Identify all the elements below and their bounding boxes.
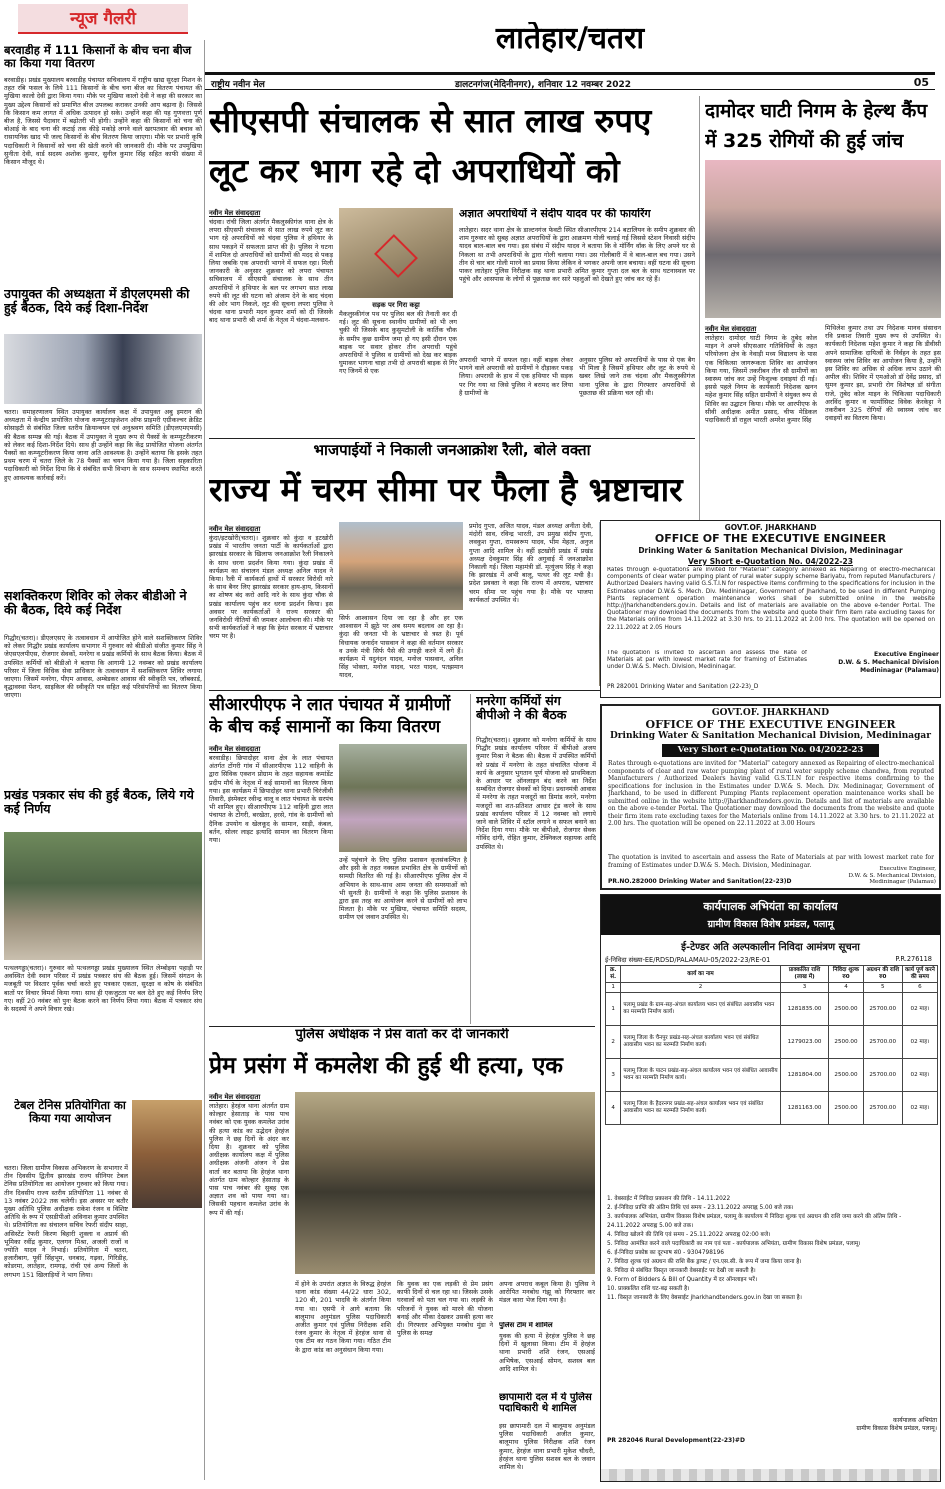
sp-raid-head: छापामारी दल में ये पुलिस पदाधिकारी थे शामिल	[499, 1392, 592, 1415]
column-divider	[699, 96, 700, 521]
ad-ref: ई-निविदा संख्या-EE/RDSD/PALAMAU-05/2022-23/RE-01	[605, 956, 771, 964]
sp-raid-body: इस छापामारी दल में बालूमाथ अनुमंडल पुलिस पदाधिकारी अजीत कुमार, बालूमाथ पुलिस निरीक्षक शशि रंजन कुमार, हेरहंज थाना प्रभारी मुकेश चौधरी, हेरहंज थाना पुलिस सशस्त्र बल के जवान शामिल थे।	[499, 1422, 595, 1472]
crpf-headline: सीआरपीएफ ने लात पंचायत में ग्रामीणों के बीच कई सामानों का किया वितरण	[209, 695, 451, 737]
table-cell-sn: 4	[606, 1092, 621, 1125]
column-divider	[470, 694, 471, 1024]
ad-note-item: 6. ई-निविदा प्रकोष्ठ का दूरभाष सं0 - 9304798196	[607, 1250, 724, 1256]
table-cell-emd: 25700.00	[863, 1059, 902, 1092]
crpf-story	[209, 694, 467, 1024]
photo-caption: सड़क पर गिरा कट्टा	[372, 301, 420, 309]
union-meeting-photo	[4, 832, 202, 960]
table-header-cell: क्र. सं.	[606, 966, 621, 983]
table-cell-time: 02 माह।	[902, 1026, 937, 1059]
column-divider	[204, 40, 205, 1480]
ad-sig-line: D.W. & S. Mechanical Division	[838, 659, 939, 666]
city-title: लातेहार/चतरा	[495, 22, 645, 56]
ad-signature	[801, 1417, 937, 1433]
mgnrega-body: गिद्धौर(चतरा)। शुक्रवार को मनरेगा कर्मियों के साथ गिद्धौर प्रखंड कार्यालय परिसर में बीपीओ अजय कुमार मिश्रा ने बैठक की। बैठक में उपस्थित कर्मियों को प्रखंड में मनरेगा के तहत संचालित योजना में कार्य के अनुसार भुगतान पूर्ण योजना को प्राथमिकता के आधार पर ऑनलाइन बंद करने का निर्देश सम्बंधित रोजगार सेवकों को दिया। प्रधानमंत्री आवास में मनरेगा के तहत मजदूरों का डिमांड करने, मनरेगा मजदूरों का शत-प्रतिशत आधार ट्रंड करने के साथ प्रखंड कार्यालय परिसर में 12 नवम्बर को लगाये जाने वाले शिविर में स्टॉल लगाने व सफल बनाने का निर्देश दिया गया। मौके पर बीपीओ, रोजगार सेवक गोविंद दांगी, रोहित कुमार, टेक्निकल सहायक आदि उपस्थित थे।	[476, 736, 596, 851]
tender-ad-one	[600, 520, 941, 698]
table-row	[606, 1092, 938, 1125]
table-cell-sn: 1	[606, 993, 621, 1026]
ad-sig-line: Executive Engineer	[874, 651, 939, 658]
table-cell-cost: 1281835.00	[780, 993, 829, 1026]
section-rule	[209, 1026, 595, 1027]
table-cell-name: पलामू जिला के चैनपुर प्रखंड-सह-अंचल कार्यालय भवन एवं संबंधित आवासीय भवन का मरम्मति निर्माण कार्य।	[621, 1026, 780, 1059]
ad-sig-line: Executive Engineer,	[879, 866, 936, 872]
table-cell-time: 02 माह।	[902, 1092, 937, 1125]
sub-headline: अज्ञात अपराधियों ने संदीप यादव पर की फायरिंग	[459, 208, 651, 220]
story-headline: बरवाडीह में 111 किसानों के बीच चना बीज का किया गया वितरण	[4, 44, 192, 70]
mgnrega-headline: मनरेगा कर्मियों संग बीपीओ ने की बैठक	[476, 694, 567, 722]
sp-headline: प्रेम प्रसंग में कमलेश की हुई थी हत्या, एक	[209, 1053, 563, 1079]
ad-office: कार्यपालक अभियंता का कार्यालय	[703, 900, 838, 913]
table-cell-sn: 3	[606, 1059, 621, 1092]
sp-byline: नवीन मेल संवाददाता	[209, 1093, 261, 1101]
ad-pr: PR 282046 Rural Development(22-23)#D	[607, 1437, 745, 1444]
table-header-cell: कार्य पूर्ण करने की समय	[902, 966, 937, 983]
crpf-body: उन्हें पहुंचाने के लिए पुलिस प्रशासन कृतसंकल्पित है और इसी के तहत नक्सल प्रभावित क्षेत्र के ग्रामीणों को सामग्री वितरित की गई है। सीआरपीएफ पुलिस क्षेत्र में अभियान के साथ-साथ आम जनता की समस्याओं को भी सुनती है। ग्रामीणों ने कहा कि पुलिस प्रशासन के द्वारा इस तरह का आयोजन करने से ग्रामीणों को लाभ मिलता है। मौके पर मुखिया, पंचायत समिति सदस्य, ग्रामीण एवं जवान उपस्थित थे।	[339, 856, 467, 922]
news-gallery-badge	[18, 4, 188, 34]
ad-note-item: 7. निविदा शुल्क एवं अग्रधन की राशि बैंक ड्राफ्ट / एन.एस.सी. के रूप में जमा किया जाना है।	[607, 1259, 802, 1265]
bjp-body: प्रमोद गुप्ता, अजित यादव, मंडल अध्यक्ष अनीता देवी, मंदोरी साव, रविन्द्र भारती, उप प्रमुख संदीप गुप्ता, लवकुश गुप्ता, रामस्वरूप यादव, भीम मेहता, अनुज गुप्ता आदि शामिल थे। वहीं इटखोरी प्रखंड में प्रखंड अध्यक्ष देवकुमार सिंह की अगुवाई में जनआक्रोश निकाली गई। जिला महामंत्री डॉ. मृत्युंजय सिंह ने कहा कि झारखंड में अभी बालू, पत्थर की लूट मची है। प्रदेश प्रवक्ता ने कहा कि राज्य में अपराध, भ्रष्टाचार चरम सीमा पर पहुंच गया है। मौके पर भाजपा कार्यकर्ता उपस्थित थे।	[469, 522, 593, 604]
ad-quote-no: Very Short e-Quotation No. 04/2022-23	[688, 557, 853, 566]
damodar-body: लातेहार। दामोदर घाटी निगम के तुबेद कोल माइन ने अपने सीएसआर गतिविधियों के तहत परियोजना क्षेत्र के नेवाड़ी मध्य विद्यालय के पास एक चिकित्सा जागरूकता शिविर का आयोजन किया गया, जिसमें तकरीबन तीन सौ ग्रामीणों का स्वास्थ्य जांच कर उन्हें निःशुल्क दवाइयां दी गई। इससे पहले निगम के कार्यकारी निदेशक खनन महेश कुमार सिंह सहित ग्रामीणों ने संयुक्त रूप से शिविर का उद्घाटन किया। मौके पर आरपीएफ के सीवी अधीक्षक अमीत प्रसाद, चीफ मेडिकल पदाधिकारी डॉ राहुल भारती अमरेश कुमार सिंह	[705, 334, 817, 425]
lead-body: चंदवा। रांची जिला अंतर्गत मैकलुस्कीगंज थाना क्षेत्र के लपरा सीएसपी संचालक से सात लाख रुपये लूट कर भाग रहे अपराधियों को चंदवा पुलिस ने हथियार के साथ पकड़ने में सफलता प्राप्त की है। पुलिस ने घटना में शामिल दो अपराधियों को ग्रामीणों की मदद से पकड़ लिया जबकि एक अपराधी भागने में सफल रहा। मिली जानकारी के अनुसार शुक्रवार को लपरा पंचायत सचिवालय में सीएसपी संचालक के साथ तीन अपराधियों ने हथियार के बल पर लगभग सात लाख रुपये की लूट की घटना को अंजाम देने के बाद चंदवा की ओर भाग निकले, लूट की सूचना लपरा पुलिस ने चंदवा थाना प्रभारी मदन कुमार शर्मा को दी जिसके बाद थाना प्रभारी श्री शर्मा के नेतृत्व में चंदवा-मलवान-	[209, 218, 333, 325]
table-cell-fee: 2500.00	[829, 1059, 863, 1092]
tender-ad-two	[600, 704, 941, 890]
health-camp-photo	[705, 160, 941, 318]
sp-team-head: पुलिस टीम में शामिल	[499, 1322, 553, 1329]
contract-table-wrap	[605, 965, 938, 1125]
table-header-num-cell: 5	[863, 983, 902, 993]
table-cell-time: 02 माह।	[902, 993, 937, 1026]
lead-headline: सीएसपी संचालक से सात लाख रुपए लूट कर भाग रहे दो अपराधियों को	[209, 101, 652, 190]
table-header-num-cell: 2	[621, 983, 780, 993]
table-tennis-photo	[132, 1100, 202, 1208]
table-cell-cost: 1281804.00	[780, 1059, 829, 1092]
ad-note-item: 10. प्राक्कलित राशि घट-बढ़ सकती है।	[607, 1286, 690, 1292]
ad-sig-line: ग्रामीण विकास विशेष प्रमंडल, पलामू।	[856, 1425, 937, 1432]
sp-team-body: युवक की हत्या में हेरहंज पुलिस ने छह दिनों में खुलासा किया। टीम में हेरहंज थाना प्रभारी शशि रंजन, एसआई अभिषेक, एसआई सोमन, सशस्त्र बल आदि शामिल थे।	[499, 1332, 595, 1373]
bjp-headline: राज्य में चरम सीमा पर फैला है भ्रष्टाचार	[209, 470, 683, 509]
table-cell-cost: 1281163.00	[780, 1092, 829, 1125]
table-cell-cost: 1279023.00	[780, 1026, 829, 1059]
ad-note-item: 2. ई-निविदा प्राप्ति की अंतिम तिथि एवं समय - 23.11.2022 अपराह्न 5.00 बजे तक।	[607, 1205, 794, 1211]
contract-table	[605, 965, 938, 1125]
ad-note-item: 11. विस्तृत जानकारी के लिए वेबसाईट jharkhandtenders.gov.in देखा जा सकता है।	[607, 1295, 802, 1301]
lead-byline: नवीन मेल संवाददाता	[209, 209, 261, 217]
sp-body: में होने के उपरांत अज्ञात के विरुद्ध हेरहंज थाना कांड संख्या 44/22 धारा 302, 120 बी, 201 भादवि के अंतर्गत किया गया था। एसपी ने आगे बताया कि बालूमाथ अनुमंडल पुलिस पदाधिकारी अजीत कुमार एवं पुलिस निरीक्षक शशि रंजन कुमार के नेतृत्व में हेरहंज थाना से एक टीम का गठन किया गया। गठित टीम के द्वारा कांड का अनुसंधान किया गया।	[295, 1280, 391, 1354]
ad-pr: PR.NO.282000 Drinking Water and Sanitation(22-23)D	[608, 878, 792, 885]
crpf-body: बरवाडीह। छिपादोहर थाना क्षेत्र के लात पंचायत अंतर्गत टोंगरी गांव में सीआरपीएफ 112 वाहिनी के द्वारा सिविक एक्शन प्रोग्राम के तहत सहायक कमांडेंट प्रदीप मौर्य के नेतृत्व में कई सामानों का वितरण किया गया। इस कार्यक्रम में छिपादोहर थाना प्रभारी चिरंजीवी तिवारी, इंस्पेक्टर रवीन्द्र वालू व लात पंचायत के सरपंच भी शामिल हुए। सीआरपीएफ 112 वाहिनी द्वारा लात पंचायत के टोंगरी, बरखेता, हरसे, गांव के ग्रामीणों को दैनिक उपयोग व खेलकूद के सामान, साड़ी, कंबल, बर्तन, सोलर लाइट इत्यादि सामान का वितरण किया गया।	[209, 754, 333, 845]
ad-sig-line: D.W. & S. Mechanical Division,	[848, 872, 936, 879]
story-body: चतरा। समाहरणालय स्थित उपायुक्त कार्यालय कक्ष में उपायुक्त अबु इमरान की अध्यक्षता में केन्द्रीय प्रायोजित योजना कम्प्यूटराइजेशन ऑफ प्राइमरी एग्रीकल्चर क्रेडिट सोसाइटी से संबंधित जिला स्तरीय क्रियान्वयन एवं अनुश्रवण समिति (डीएलएमएमसी) की बैठक सम्पन्न की गई। बैठक में उपायुक्त ने मुख्य रूप से पैक्सों के कम्प्यूटरीकरण को लेकर कई दिशा-निर्देश दिये। साथ ही उन्होंने कहा कि केंद्र प्रायोजित योजना अंतर्गत पैक्सों का कम्प्यूटरीकरण किया जाना अति आवश्यक है। उन्होंने बताया कि इसके तहत प्रथम चरण में चतरा जिले के 78 पैक्सों का चयन किया गया है। जिला सहकारिता पदाधिकारी को निर्देश दिया कि वे संबंधित सभी विभाग के साथ समन्वय स्थापित करते हुए आवश्यक कार्रवाई करें।	[4, 408, 202, 482]
lead-body: अनुसार पुलिस को अपराधियों के पास से एक बैग भी मिला है जिसमें हथियार और लूट के रुपये थे खबर लिखे जाने तक चंदवा और मैकलुस्कीगंज थाना पुलिस के द्वारा गिरफ्तार अपराधियों से पूछताछ की प्रक्रिया चल रही थी।	[579, 356, 695, 397]
color-strip	[601, 1469, 940, 1481]
lead-story	[209, 96, 695, 436]
ad-sig-line: Medininagar (Palamau)	[860, 667, 939, 674]
ad-note-item: 9. Form of Bidders & Bill of Quantity में दर ऑनलाइन भरें।	[607, 1277, 758, 1283]
ad-body: Rates through e-quotations are invited for "Material" category annexed as Repairing of electro-mechanical components of clear and raw water pumping plant of rural water supply scheme chandwa, from reputed Manufacturers / Authorized Dealers having valid G.S.T.I.N for respective items confirming to the specifications for inclusion in the Estimates under D.W.& S. Mech. Div. Medininagar, Government of Jharkhand, to be used in different Pumping Plants replacement operation maintenance works shall be submitted online in the website http://jharkhandtenders.gov.in. Details and list of materials are available on the above e-tender Portal. The Quotationer may download the documents from the website and quote their firm item rate excluding taxes for the Materials online from 14.11.2022 at 3.30 hrs. to 21.11.2022 at 2.00 hrs. The quotation will be opened on 22.11.2022 at 3.00 Hours	[608, 760, 934, 827]
table-header-cell: निविदा शुल्क रु0	[829, 966, 863, 983]
ad-note-item: 5. निविदा आमंत्रित करने वाले पदाधिकारी का नाम एवं पता - कार्यपालक अभियंता, ग्रामीण विकास विशेष प्रमंडल, पलामू।	[607, 1241, 861, 1247]
table-row	[606, 1059, 938, 1092]
story-headline: प्रखंड पत्रकार संघ की हुई बैठक, लिये गये कई निर्णय	[4, 788, 194, 816]
dateline: डालटनगंज(मेदिनीनगर), शनिवार 12 नवम्बर 2022	[455, 80, 632, 90]
table-header-cell: अग्रधन की राशि रु0	[863, 966, 902, 983]
crpf-photo	[339, 744, 467, 852]
damodar-body: मिथिलेश कुमार तथा उप निदेशक मानव संसाधन रवि प्रकाश तिवारी मुख्य रूप से उपस्थित थे। कार्यकारी निदेशक महेश कुमार ने कहा कि डीवीसी अपने सामाजिक दायित्वों के निर्वहन के तहत इस स्वास्थ्य जांच शिविर का आयोजन किया है, उन्होंने इस शिविर का अधिक से अधिक लाभ उठाने की अपील की। शिविर में एमओओ डॉ देवेंद्र प्रसाद, डॉ सुमन कुमार झा, प्रभारी रोग विशेषज्ञ डॉ संगीता राजे, तुबेद कोल माइन के चिकित्सा पदाधिकारी अरविंद कुमार व फार्मासिस्ट विवेक केरकेट्टा ने तकरीबन 325 रोगियों की स्वास्थ्य जांच कर दवाइयों का वितरण किया।	[825, 324, 941, 423]
lead-body: मैकलुस्कीगंज पथ पर पुलिस बल की तैनाती कर दी गई। लूट की सूचना स्थानीय ग्रामीणों को भी लग चुकी थी जिसके बाद कुसुमटोली के कार्तिक चौक के समीप कुछ ग्रामीण जमा हो गए इसी दौरान एक बाइक पर सवार होकर तीन अपराधी पहुंचे अपराधियों ने पुलिस व ग्रामीणों को देख कर बाइक घुमाकर भागना चाहा तभी दो अपराधी बाइक से गिर गए जिनमें से एक	[339, 310, 457, 376]
story-headline: उपायुक्त की अध्यक्षता में डीएलएमसी की हुई बैठक, दिये कई दिशा-निर्देश	[4, 287, 190, 315]
left-column	[4, 4, 202, 1482]
ad-sig-line: कार्यपालक अभियंता	[893, 1417, 937, 1424]
table-body	[606, 993, 938, 1125]
rally-photo	[339, 522, 463, 610]
sp-body: अपना अपराध कबूल किया है। पुलिस ने आरोपित मनबोध गंझू को गिरफ्तार कर मंडल कारा भेज दिया गया है।	[499, 1280, 595, 1305]
damodar-story	[705, 96, 941, 521]
ad-sig-line: Medininagar (Palamau)	[869, 879, 936, 886]
ad-signature	[831, 651, 939, 675]
news-gallery-title: न्यूज गैलरी	[70, 9, 136, 29]
table-cell-emd: 25700.00	[863, 1026, 902, 1059]
ad-office: OFFICE OF THE EXECUTIVE ENGINEER	[645, 718, 896, 731]
table-header-cell: कार्य का नाम	[621, 966, 780, 983]
story-body: पत्थलगड्डा(चतरा)। गुरुवार को पत्थलगड्डा प्रखंड मुख्यालय स्थित लेम्बोइया पहाड़ी पर अवस्थित देवी स्थान परिसर में प्रखंड पत्रकार संघ की बैठक हुई। जिसमें संगठन के मजबूती पर विस्तार पूर्वक चर्चा करते हुए पत्रकार एकता, सुरक्षा व कोष के संबंधित बातों पर विचार विमर्श किया गया। साथ ही एकजुटता पर बल देते हुए कई निर्णय लिए गए। वहीं 20 नवंबर को पुनः बैठक करने का निर्णय लिया गया। बैठक में पत्रकार संघ के सदस्यों ने अपने विचार रखे।	[4, 964, 202, 1014]
story-body: गिद्धौर(चतरा)। डीएलएसए के तत्वावधान में आयोजित होने वाले सशक्तिकरण शिविर को लेकर गिद्धौर प्रखंड कार्यालय सभागार में गुरुवार को बीडीओ संजीत कुमार सिंह ने जेएसएलपीएस, रोजगार सेवकों, मनरेगा व प्रखंड कर्मियों के साथ बैठक किया। बैठक में उपस्थित कर्मियों को बीडीओ ने बताया कि आगामी 12 नवम्बर को प्रखंड कार्यालय परिसर में जिला विधिक सेवा प्राधिकार के तत्वावधान में सशक्तिकरण शिविर लगाया जाएगा। जिसमें मनरेगा, पीएम आवास, अम्बेडकर आवास की स्वीकृति पत्र, जॉबकार्ड, वृद्धावस्था पेंशन, साइकिल की स्वीकृति पत्र सहित कई परिसंपत्तियों का वितरण किया जाएगा।	[4, 634, 202, 700]
ad-note: The quotation is invited to ascertain and assess the Rate of Materials at par with lowest market rate for framing of Estimates under D.W.& S. Mech. Division, Medininagar.	[607, 650, 807, 671]
sp-kicker: पुलिस अधीक्षक ने प्रेस वार्ता कर दी जानकारी	[295, 1028, 509, 1042]
table-cell-fee: 2500.00	[829, 1092, 863, 1125]
bjp-byline: नवीन मेल संवाददाता	[209, 525, 261, 533]
ad-notice: ई-टेण्डर अति अल्पकालीन निविदा आमंत्रण सूचना	[681, 942, 860, 953]
ad-note-item: 1. वेबसाईट में निविदा प्रकाशन की तिथि - 14.11.2022	[607, 1196, 731, 1202]
ad-division: Drinking Water & Sanitation Mechanical Division, Medininagar	[638, 546, 903, 555]
mgnrega-story	[476, 694, 596, 1024]
page-header	[205, 0, 935, 92]
ad-note-item: 8. निविदा से संबंधित विस्तृत जानकारी वेबसाईट पर देखी जा सकती है।	[607, 1268, 756, 1274]
table-cell-sn: 2	[606, 1026, 621, 1059]
table-cell-emd: 25700.00	[863, 993, 902, 1026]
bjp-body: सिर्फ आश्वासन दिया जा रहा है और हर एक आश्वासन में झूठे पर अब समय बदलाव आ रहा है। कुंदा की जनता भी के भ्रष्टाचार से त्रस्त है। पूर्व विधायक जनार्दन पासवान ने कहा की वर्तमान सरकार व उनके मंत्री सिर्फ पैसे की उगाही करने में लगे हैं। कार्यक्रम में यदुनंदन यादव, मनोज पासवान, अनिल सिंह भोक्ता, मनोज यादव, भरत यादव, पतझमान यादव,	[339, 614, 463, 680]
table-header-row	[606, 966, 938, 983]
ad-division: ग्रामीण विकास विशेष प्रमंडल, पलामू	[707, 919, 834, 930]
sp-story	[209, 1028, 595, 1482]
story-body: बरवाडीह। प्रखंड मुख्यालय बरवाडीह पंचायत सचिवालय में राष्ट्रीय खाद्य सुरक्षा मिशन के तहत रबि फसल के लिये 111 किसानों के बीच चना बीज का वितरण पंचायत की मुखिया कालो देवी द्वारा किया गया। मौके पर मुखिया कालो देवी ने कहा की सरकार का मुख्य उद्देश्य किसानों को प्रमाणित बीज उपलब्ध कराकर उनकी आय बढ़ाना है। जिससे कि किसान कम लागत में अधिक उत्पादन हो सके। उन्होंने कहा की यह गुणवत्ता पूर्ण बीज है, जिससे पैदावार में बढ़ोतरी भी होगी। उन्होंने कहा की किसानों को चना की बोआई के बाद चना की कटाई तक कीड़े मकोड़े लगने वाले खरपतवार की बचाव को रासायनिक खाद भी जल्द किसानों के बीच वितरण किया जाएगा। मौके पर प्रभारी कृषि पदाधिकारी ने किसानों को चना की खेती करने की जानकारी दी। मौके पर उपमुखिया सुनीता देवी, वार्ड सदस्य अशोक कुमार, सुनील कुमार सिंह सहित काफी संख्या में किसान मौजूद थे।	[4, 76, 202, 167]
meeting-photo	[4, 334, 202, 404]
table-cell-name: पलामू जिला के पाटन प्रखंड-सह-अंचल कार्यालय भवन एवं संबंधित आवासीय भवन का मरम्मति निर्माण कार्य।	[621, 1059, 780, 1092]
table-cell-name: पलामू प्रखंड के ग्राम-सह-अंचल कार्यालय भवन एवं संबंधित आवासीय भवन का मरम्मति निर्माण कार्य।	[621, 993, 780, 1026]
table-header-num-row	[606, 983, 938, 993]
table-cell-emd: 25700.00	[863, 1092, 902, 1125]
section-rule	[209, 438, 695, 439]
table-header-num-cell: 3	[780, 983, 829, 993]
press-conference-photo	[295, 1092, 595, 1274]
ad-signature	[832, 866, 936, 886]
table-row	[606, 993, 938, 1026]
story-headline: सशक्तिकरण शिविर को लेकर बीडीओ ने की बैठक, दिये कई निर्देश	[4, 589, 187, 617]
pistol-marker	[374, 234, 418, 278]
table-header-num-cell: 4	[829, 983, 863, 993]
crpf-byline: नवीन मेल संवाददाता	[209, 745, 261, 753]
damodar-byline: नवीन मेल संवाददाता	[705, 325, 757, 333]
ad-note-item: 4. निविदा खोलने की तिथि एवं समय - 25.11.2022 अपराह्न 02:00 बजे।	[607, 1232, 771, 1238]
story-headline: टेबल टेनिस प्रतियोगिता का किया गया आयोजन	[14, 1099, 126, 1125]
ad-quote-no: Very Short e-Quotation No. 04/2022-23	[662, 744, 879, 757]
table-cell-fee: 2500.00	[829, 1026, 863, 1059]
table-row	[606, 1026, 938, 1059]
sp-body: लातेहार। हेरहंज थाना अंतर्गत ग्राम कोल्हार हेसाताड़ के पास पाच नवंबर को एक युवक कमलेश उरांव की हत्या कांड का उद्भेदन हेरहंज पुलिस ने छह दिनों के अंदर कर दिया है। शुक्रवार को पुलिस अधीक्षक कार्यालय कक्ष में पुलिस अधीक्षक अंजनी अंजन ने प्रेस वार्ता कर बताया कि हेरहंज थाना अंतर्गत ग्राम कोल्हार हेसाताड़ के पास पाच नवंबर की सुबह एक अज्ञात शव को पाया गया था। जिसकी पहचान कमलेश उरांव के रूप में की गई।	[209, 1102, 289, 1217]
table-header-num-cell: 1	[606, 983, 621, 993]
ad-note-item: 3. कार्यपालक अभियंता, ग्रामीण विकास विशेष प्रमंडल, पलामू के कार्यालय में निविदा शुल्क एवं अग्रधन की राशि जमा करने की अंतिम तिथि - 24.11.2022 अपराह्न 5.00 बजे तक।	[607, 1214, 902, 1229]
table-header-cell: प्राक्कलित राशि (लाख में)	[780, 966, 829, 983]
ad-office: OFFICE OF THE EXECUTIVE ENGINEER	[654, 532, 887, 545]
table-cell-time: 02 माह।	[902, 1059, 937, 1092]
damodar-headline: दामोदर घाटी निगम के हेल्थ कैंप में 325 रोगियों की हुई जांच	[705, 100, 928, 152]
bjp-body: कुंदा/इटखोरी(चतरा)। शुक्रवार को कुंदा व इटखोरी प्रखंड में भारतीय जनता पार्टी के कार्यकर्ताओं द्वारा झारखंड सरकार के खिलाफ जनआक्रोश रैली निकालने के साथ धरना प्रदर्शन किया गया। कुंदा प्रखंड में कार्यक्रम का संचालन मंडल अध्यक्ष अनिल यादव ने किया। रैली में कार्यकर्ता हाथों में सरकार विरोधी नारे के साथ बैनर लिए झारखंड सरकार हाय-हाय, किसानों का शोषण बंद करो आदि नारे के साथ कुंदा चौक से प्रखंड कार्यालय पहुंच कर धरना प्रदर्शन किया। इस अवसर पर कार्यकर्ताओं ने राज्य सरकार की जनविरोधी नीतियों की जमकर आलोचना की। मौके पर सभी कार्यकर्ताओं ने कहा कि हेमंत सरकार में भ्रष्टाचार चरम पर है।	[209, 534, 333, 641]
page-number: 05	[913, 76, 929, 89]
ad-pr-no: P.R.276118	[895, 955, 932, 963]
sub-body: लातेहार। सदर थाना क्षेत्र के डाल्टनगंज फेवटी स्थित सीआरपीएफ 214 बटालियन के समीप शुक्रवार की शाम गुरुवार को सुबह अज्ञात अपराधियों के द्वारा आक्रमण गोली चलाई गई जिससे स्टेशन निवासी संदीप यादव बाल-बाल बच गया। इस संबंध में संदीप यादव ने बताया कि वे मॉर्निंग वॉक के लिए अपने घर से निकला था तभी अपराधियों के द्वारा गोली चलाया गया। उस गोलीबारी में वे बाल-बाल बच गया। उसने तीन से चार बार गोली मारने का प्रयास किया लेकिन वे भगकर अपनी जान बचाया। वहीं घटना की सूचना पाकर लातेहार पुलिस निरीक्षक सह थाना प्रभारी अमित कुमार गुप्ता दल बल के साथ घटनास्थल पर पहुंचे और आसपास के लोगों से पूछताछ कर सारे पहलुओं को देखते हुए जांच कर रहे हैं।	[459, 226, 695, 284]
ad-govt: GOVT.OF. JHARKHAND	[711, 708, 830, 718]
bjp-kicker: भाजपाईयों ने निकाली जनआक्रोश रैली, बोले वक्ता	[313, 442, 591, 459]
ad-pr: PR 282001 Drinking Water and Sanitation (22-23)_D	[607, 684, 759, 690]
table-cell-fee: 2500.00	[829, 993, 863, 1026]
rural-tender-ad	[600, 894, 941, 1482]
ad-body: Rates through e-quotations are invited for "Material" category annexed as Repairing of electro-mechanical components of clear water pumping plant of rural water supply scheme Bariyatu, from reputed Manufacturers / Authorized Dealers having valid G.S.T.I.N for respective items confirming to the specifications for inclusion in the Estimates under D.W.& S. Mech. Div. Medininagar, Government of Jharkhand, to be used in different Pumping Plants replacement operation maintenance works shall be submitted online in the website http://jharkhandtenders.gov.in. Details and list of materials are available on the above e-tender Portal. The Quotationer may download the documents from the website and quote their firm item rate excluding taxes for the Materials online from 14.11.2022 at 3.30 hrs. to 21.11.2022 at 2.00 hrs. The quotation will be opened on 22.11.2022 at 2.05 Hours	[607, 567, 935, 631]
ad-govt: GOVT.OF. JHARKHAND	[724, 523, 817, 532]
table-cell-name: पलामू जिला के हैदरनगर प्रखंड-सह-अंचल कार्यालय भवन एवं संबंधित आवासीय भवन का मरम्मति निर्माण कार्य।	[621, 1092, 780, 1125]
pistol-photo	[339, 208, 453, 298]
ad-notes	[607, 1195, 935, 1303]
sp-body: कि युवक का एक लड़की से प्रेम प्रसंग काफी दिनों से चल रहा था। जिसके उसके घरवालों को पता चल गया था। लड़की के परिजनों ने युवक को मारने की योजना बनाई और मौका देखकर उसकी हत्या कर दी। गिरफ्तार अभियुक्त मनबोध मुंडा ने पुलिस के समक्ष	[397, 1280, 493, 1338]
paper-name: राष्ट्रीय नवीन मेल	[211, 80, 265, 90]
table-header-num-cell: 6	[902, 983, 937, 993]
story-body: चतरा। जिला ग्रामीण विकास अभिकरण के सभागार में तीन दिवसीय द्वितीय झारखंड राज्य सीनियर टेबल टेनिस प्रतियोगिता का आयोजन गुरुवार को किया गया। तीन दिवसीय राज्य स्तरीय प्रतियोगिता 11 नवंबर से 13 नवंबर 2022 तक चलेगी। इस अवसर पर बतौर मुख्य अतिथि पुलिस अधीक्षक राकेश रंजन व विशिष्ट अतिथि के रूप में एसडीपीओ अविनाश कुमार उपस्थित थे। प्रतियोगिता का संचालन सचिव रेफरी संदीप साहा, असिस्टेंट रेफरी किरण बिहारी शुक्ला व अप्रार्य की भूमिका रवींद्र कुमार, एलगन मिश्रा, अजली राजों व ज्योति यादव ने निभाई। प्रतियोगिता में चतरा, हजारीबाग, पूर्वी सिंहभूम, धनबाद, गढ़वा, गिरिडीह, कोडरमा, लातेहार, रामगढ़, रांची एवं अन्य जिलों के लगभग 151 खिलाड़ियों ने भाग लिया।	[4, 1164, 128, 1279]
ad-note: The quotation is invited to ascertain and assess the Rate of Materials at par with lowest market rate for framing of Estimates under D.W.& S. Mech. Division, Medininagar.	[608, 854, 934, 869]
lead-body: अपराधी भागने में सफल रहा। वहीं बाइक लेकर भागने वाले अपराधी को ग्रामीणों ने दौड़ाकर पकड़ लिया। अपराधी के हाथ में एक हथियार भी सड़क पर गिर गया था जिसे पुलिस ने बरामद कर लिया है ग्रामीणों के	[459, 356, 573, 397]
ad-division: Drinking Water & Sanitation Mechanical Division, Medininagar	[610, 731, 931, 741]
